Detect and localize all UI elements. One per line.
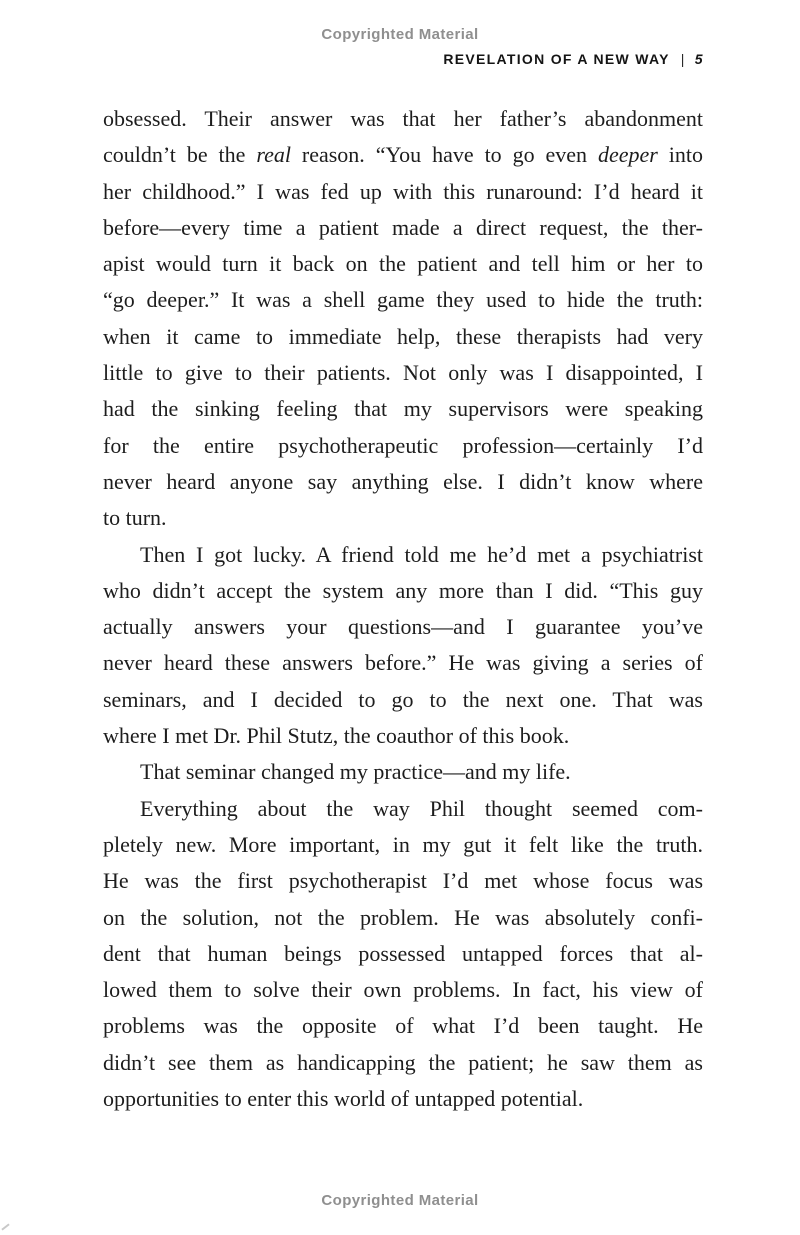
copyright-notice-top: Copyrighted Material <box>321 26 479 43</box>
text-line <box>103 428 703 464</box>
running-header <box>443 51 703 67</box>
text-line <box>103 609 703 645</box>
text-segment: where I met Dr. Phil Stutz, the coauthor of this book. <box>103 723 570 749</box>
text-line <box>103 137 703 173</box>
italic-text-segment: real <box>256 142 291 168</box>
header-separator: | <box>680 51 686 67</box>
text-segment: seminars, and I decided to go to the next one. That was <box>103 686 703 712</box>
text-segment: before—every time a patient made a direct request, the ther- <box>103 214 703 240</box>
text-line <box>103 791 703 827</box>
text-line <box>103 682 703 718</box>
text-segment: apist would turn it back on the patient and tell him or her to <box>103 251 703 277</box>
text-line <box>103 754 703 790</box>
text-line <box>103 246 703 282</box>
text-line <box>103 391 703 427</box>
text-segment: on the solution, not the problem. He was absolutely confi- <box>103 904 703 930</box>
text-line <box>103 1045 703 1081</box>
text-segment: That seminar changed my practice—and my life. <box>140 759 571 785</box>
text-segment: He was the first psychotherapist I’d met whose focus was <box>103 868 703 894</box>
text-segment: obsessed. Their answer was that her father’s abandonment <box>103 106 703 131</box>
text-segment: problems was the opposite of what I’d been taught. He <box>103 1013 703 1039</box>
text-segment: into <box>657 142 703 168</box>
text-line <box>103 900 703 936</box>
text-line <box>103 282 703 318</box>
text-segment: her childhood.” I was fed up with this runaround: I’d heard it <box>103 178 703 204</box>
chapter-title: REVELATION OF A NEW WAY <box>443 51 670 67</box>
text-segment: couldn’t be the <box>103 142 257 168</box>
page-number: 5 <box>694 51 703 67</box>
italic-text-segment: deeper <box>597 142 658 168</box>
text-line <box>103 174 703 210</box>
text-segment: Then I got lucky. A friend told me he’d met a psychiatrist <box>140 541 703 567</box>
text-line <box>103 827 703 863</box>
text-segment: “go deeper.” It was a shell game they used to hide the truth: <box>103 287 703 313</box>
text-segment: never heard these answers before.” He was giving a series of <box>103 650 703 676</box>
scan-artifact <box>1 1223 9 1230</box>
text-segment: dent that human beings possessed untapped forces that al- <box>103 940 703 966</box>
text-line <box>103 1008 703 1044</box>
text-line <box>103 1081 703 1117</box>
text-line <box>103 972 703 1008</box>
text-segment: for the entire psychotherapeutic profession—certainly I’d <box>103 432 703 458</box>
text-segment: lowed them to solve their own problems. In fact, his view of <box>103 977 703 1003</box>
text-segment: Everything about the way Phil thought seemed com- <box>140 795 703 821</box>
text-segment: actually answers your questions—and I guarantee you’ve <box>103 614 703 640</box>
text-segment: reason. “You have to go even <box>290 142 598 168</box>
text-line <box>103 464 703 500</box>
text-line <box>103 863 703 899</box>
text-line <box>103 355 703 391</box>
text-segment: never heard anyone say anything else. I didn’t know where <box>103 468 703 494</box>
text-line <box>103 573 703 609</box>
text-segment: didn’t see them as handicapping the patient; he saw them as <box>103 1049 703 1075</box>
text-line <box>103 101 703 137</box>
text-segment: little to give to their patients. Not only was I disappointed, I <box>103 360 703 386</box>
text-line <box>103 537 703 573</box>
text-line <box>103 718 703 754</box>
text-segment: pletely new. More important, in my gut it felt like the truth. <box>103 831 703 857</box>
page-body <box>103 101 703 1117</box>
copyright-notice-bottom: Copyrighted Material <box>321 1192 479 1209</box>
text-segment: when it came to immediate help, these therapists had very <box>103 323 703 349</box>
text-line <box>103 319 703 355</box>
text-line <box>103 210 703 246</box>
text-segment: opportunities to enter this world of untapped potential. <box>103 1086 584 1112</box>
text-segment: to turn. <box>103 505 167 531</box>
text-segment: had the sinking feeling that my supervisors were speaking <box>103 396 703 422</box>
text-segment: who didn’t accept the system any more than I did. “This guy <box>103 577 703 603</box>
text-line <box>103 645 703 681</box>
text-line <box>103 500 703 536</box>
text-line <box>103 936 703 972</box>
